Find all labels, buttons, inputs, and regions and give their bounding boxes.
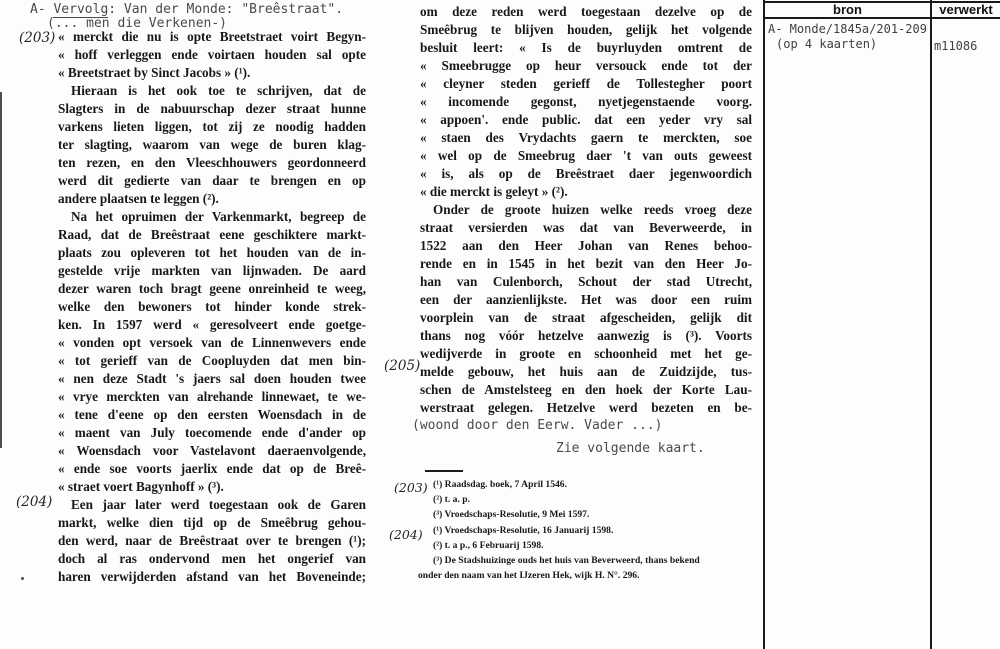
text-line: thans nog vóór hetzelve aanwezig is (³). Voorts [420, 328, 752, 343]
typed-header-rest: : Van der Monde: "Breêstraat". [108, 2, 344, 17]
typed-header-line1 [30, 2, 343, 17]
text-line: 1522 aan den Heer Johan van Renes behoo- [420, 238, 752, 253]
text-line: « tene d'eene op den eersten Woensdach in de [58, 407, 366, 422]
table-header-underline [763, 17, 1000, 19]
text-line: schen de Amstelsteeg en den hoek der Korte Lau- [420, 382, 752, 397]
typed-closing-line1: (woond door den Eerw. Vader ...) [412, 418, 663, 433]
text-line: gestelde vrije markten van lijnwaden. De aard [58, 263, 366, 278]
text-line: ter slagting, waarom van wege de buren klag- [58, 137, 366, 152]
text-line: « hoff verleggen ende voirtaen houden sal opte [58, 47, 366, 62]
text-line: ten rezen, en den Vleeschhouwers geordonneerd [58, 155, 366, 170]
text-line: « staen des Vrydachts gaern te merckten, soe [420, 130, 752, 145]
text-line: « vonden opt versoek van de Linnenwevers ende [58, 335, 366, 350]
text-line: Na het opruimen der Varkenmarkt, begreep de [71, 209, 366, 224]
column-header-bron: bron [833, 2, 862, 17]
bron-value-line1: A- Monde/1845a/201-209 [768, 22, 927, 36]
text-line: « tot gerieff van de Coopluyden dat men bin- [58, 353, 366, 368]
text-line: werstraat gelegen. Hetzelve werd bezeten en be- [420, 400, 752, 415]
text-line: straat versierden was dat van Beverweerde, in [420, 220, 752, 235]
text-line: han van Culenborch, Schout der stad Utrecht, [420, 274, 752, 289]
text-line: Onder de groote huizen welke reeds vroeg deze [433, 202, 752, 217]
bron-value-line2: (op 4 kaarten) [776, 37, 878, 51]
text-line: rende en in 1545 in het bezit van den Heer Jo- [420, 256, 752, 271]
verwerkt-value: m11086 [934, 39, 978, 53]
text-line: andere plaatsen te leggen (²). [58, 191, 219, 206]
text-line: Slagters in de nabuurschap dezer straat hunne [58, 101, 366, 116]
text-line: « is, als op de Breêstraet daer jegenwoordich [420, 166, 752, 181]
column-header-verwerkt: verwerkt [939, 2, 993, 17]
text-line: « Smeebrugge op heur versouck ende tot der [420, 58, 752, 73]
footnote-line: onder den naam van het IJzeren Hek, wijk H. N°. 296. [418, 570, 640, 582]
text-line: Smeêbrug te blijven houden, gelijk het volgende [420, 22, 752, 37]
margin-number-205: (205) [384, 358, 421, 374]
text-line: Hieraan is het ook toe te schrijven, dat de [71, 83, 366, 98]
table-column-divider [930, 0, 932, 649]
footnote-line: (¹) Vroedschaps-Resolutie, 16 Januarij 1598. [433, 524, 614, 536]
text-line: « incomende gegonst, nyetjegenstaende voorg. [420, 94, 752, 109]
footnotes-block [418, 477, 763, 583]
text-line: plaats zou opleveren tot het houden van de in- [58, 245, 366, 260]
text-line: « vrye merckten van alrehande linnewaet, te we- [58, 389, 366, 404]
text-line: « merckt die nu is opte Breetstraet voirt Begyn- [58, 29, 366, 44]
typed-closing-line2: Zie volgende kaart. [556, 441, 705, 456]
text-line: ken. In 1597 werd « geresolveert ende goetge- [58, 317, 366, 332]
text-line: « straet voert Bagynhoff » (³). [58, 479, 224, 494]
text-line: « die merckt is geleyt » (²). [420, 184, 568, 199]
text-line: Raad, dat de Breêstraat eene geschiktere markt- [58, 227, 366, 242]
text-line: « maent van July toecomende ende d'ander op [58, 425, 366, 440]
text-line: besluit leert: « Is de buyrluyden omtrent de [420, 40, 752, 55]
margin-number-204: (204) [16, 494, 53, 510]
text-line: haren verwijderden afstand van het Boveneinde; [58, 569, 366, 584]
table-left-border [763, 0, 765, 649]
text-line: « wel op de Smeebrug daer 't van outs geweest [420, 148, 752, 163]
footnote-line: (²) t. a. p. [433, 494, 470, 506]
text-line: markt, welke dien tijd op de Smeêbrug gehou- [58, 515, 366, 530]
typed-header-line2: (... men die Verkenen-) [47, 16, 228, 31]
typed-header-underlined: Vervolg [53, 2, 109, 17]
text-line: wedijverde in groote en schoonheid met het ge- [420, 346, 752, 361]
footnote-line: (³) Vroedschaps-Resolutie, 9 Mei 1597. [433, 509, 590, 521]
margin-number-203: (203) [19, 30, 56, 46]
text-line: Een jaar later werd toegestaan ook de Garen [71, 497, 366, 512]
text-line: varkens lieten liggen, tot zij ze noodig hadden [58, 119, 366, 134]
text-line: « cleyner steden gerieff de Tollestegher poort [420, 76, 752, 91]
footnote-line: (²) t. a p., 6 Februarij 1598. [433, 539, 544, 551]
text-line: voorplein van de straat afgescheiden, gelijk dit [420, 310, 752, 325]
text-line: een der aanzienlijkste. Het was door een ruim [420, 292, 752, 307]
text-line: « nen deze Stadt 's jaers sal doen houden twee [58, 371, 366, 386]
text-line: dezer waren toch bragt geene onreinheid te weeg, [58, 281, 366, 296]
text-line: doch al ras ondervond men het ongerief van [58, 551, 366, 566]
text-line: welke den bewoners tot hinder konde strek- [58, 299, 366, 314]
text-line: melde gebouw, het huis aan de Zuidzijde, tus- [420, 364, 752, 379]
footnote-separator [425, 470, 463, 472]
right-text-column [420, 3, 752, 417]
scan-gutter-shadow [0, 92, 2, 448]
text-line: « Breetstraet by Sinct Jacobs » (¹). [58, 65, 251, 80]
left-text-column [58, 28, 366, 586]
footnote-line: (³) De Stadshuizinge ouds het huis van Beverweerd, thans bekend [433, 554, 700, 566]
text-line: om deze reden werd toegestaan dezelve op de [420, 4, 752, 19]
text-line: « Woensdach voor Vastelavont daeraenvolgende, [58, 443, 366, 458]
text-line: den werd, naar de Breêstraat over te brengen (¹); [58, 533, 366, 548]
footnote-label-204: (204) [389, 527, 423, 542]
footnote-line: (¹) Raadsdag. boek, 7 April 1546. [433, 479, 568, 490]
scan-speck [21, 577, 24, 580]
text-line: « appoen'. ende public. dat een yeder vry sal [420, 112, 752, 127]
text-line: werd dit gedierte van daar te brengen en op [58, 173, 366, 188]
text-line: « ende soe voorts jaerlix ende dat op de Breê- [58, 461, 366, 476]
footnote-label-203: (203) [394, 480, 428, 495]
typed-header-pre: A- [30, 2, 54, 17]
